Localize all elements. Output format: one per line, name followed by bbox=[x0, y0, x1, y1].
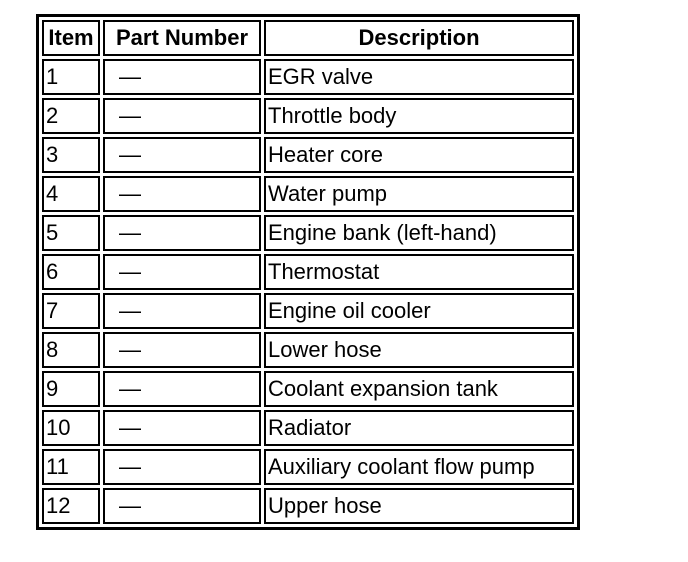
part-number-cell: — bbox=[103, 98, 261, 134]
item-cell: 6 bbox=[42, 254, 100, 290]
item-cell: 10 bbox=[42, 410, 100, 446]
part-number-cell: — bbox=[103, 176, 261, 212]
part-number-cell: — bbox=[103, 215, 261, 251]
part-number-cell: — bbox=[103, 59, 261, 95]
header-item: Item bbox=[42, 20, 100, 56]
item-cell: 2 bbox=[42, 98, 100, 134]
part-number-cell: — bbox=[103, 137, 261, 173]
table-row bbox=[42, 59, 574, 95]
item-cell: 9 bbox=[42, 371, 100, 407]
header-description: Description bbox=[264, 20, 574, 56]
description-cell: Engine bank (left-hand) bbox=[264, 215, 574, 251]
description-cell: Thermostat bbox=[264, 254, 574, 290]
table-row bbox=[42, 410, 574, 446]
item-cell: 7 bbox=[42, 293, 100, 329]
item-cell: 5 bbox=[42, 215, 100, 251]
table-row bbox=[42, 488, 574, 524]
description-cell: Lower hose bbox=[264, 332, 574, 368]
part-number-cell: — bbox=[103, 449, 261, 485]
part-number-cell: — bbox=[103, 332, 261, 368]
item-cell: 1 bbox=[42, 59, 100, 95]
table-row bbox=[42, 215, 574, 251]
table-row bbox=[42, 176, 574, 212]
header-row bbox=[42, 20, 574, 56]
table-row bbox=[42, 293, 574, 329]
part-number-cell: — bbox=[103, 488, 261, 524]
description-cell: Auxiliary coolant flow pump bbox=[264, 449, 574, 485]
description-cell: Throttle body bbox=[264, 98, 574, 134]
description-cell: Radiator bbox=[264, 410, 574, 446]
item-cell: 4 bbox=[42, 176, 100, 212]
part-number-cell: — bbox=[103, 293, 261, 329]
description-cell: EGR valve bbox=[264, 59, 574, 95]
description-cell: Coolant expansion tank bbox=[264, 371, 574, 407]
table-row bbox=[42, 254, 574, 290]
table-row bbox=[42, 332, 574, 368]
table-row bbox=[42, 98, 574, 134]
part-number-cell: — bbox=[103, 410, 261, 446]
part-number-cell: — bbox=[103, 371, 261, 407]
item-cell: 11 bbox=[42, 449, 100, 485]
header-part-number: Part Number bbox=[103, 20, 261, 56]
item-cell: 8 bbox=[42, 332, 100, 368]
item-cell: 3 bbox=[42, 137, 100, 173]
parts-table bbox=[36, 14, 580, 530]
part-number-cell: — bbox=[103, 254, 261, 290]
description-cell: Upper hose bbox=[264, 488, 574, 524]
item-cell: 12 bbox=[42, 488, 100, 524]
table-row bbox=[42, 449, 574, 485]
table-row bbox=[42, 137, 574, 173]
description-cell: Heater core bbox=[264, 137, 574, 173]
table-row bbox=[42, 371, 574, 407]
description-cell: Water pump bbox=[264, 176, 574, 212]
description-cell: Engine oil cooler bbox=[264, 293, 574, 329]
